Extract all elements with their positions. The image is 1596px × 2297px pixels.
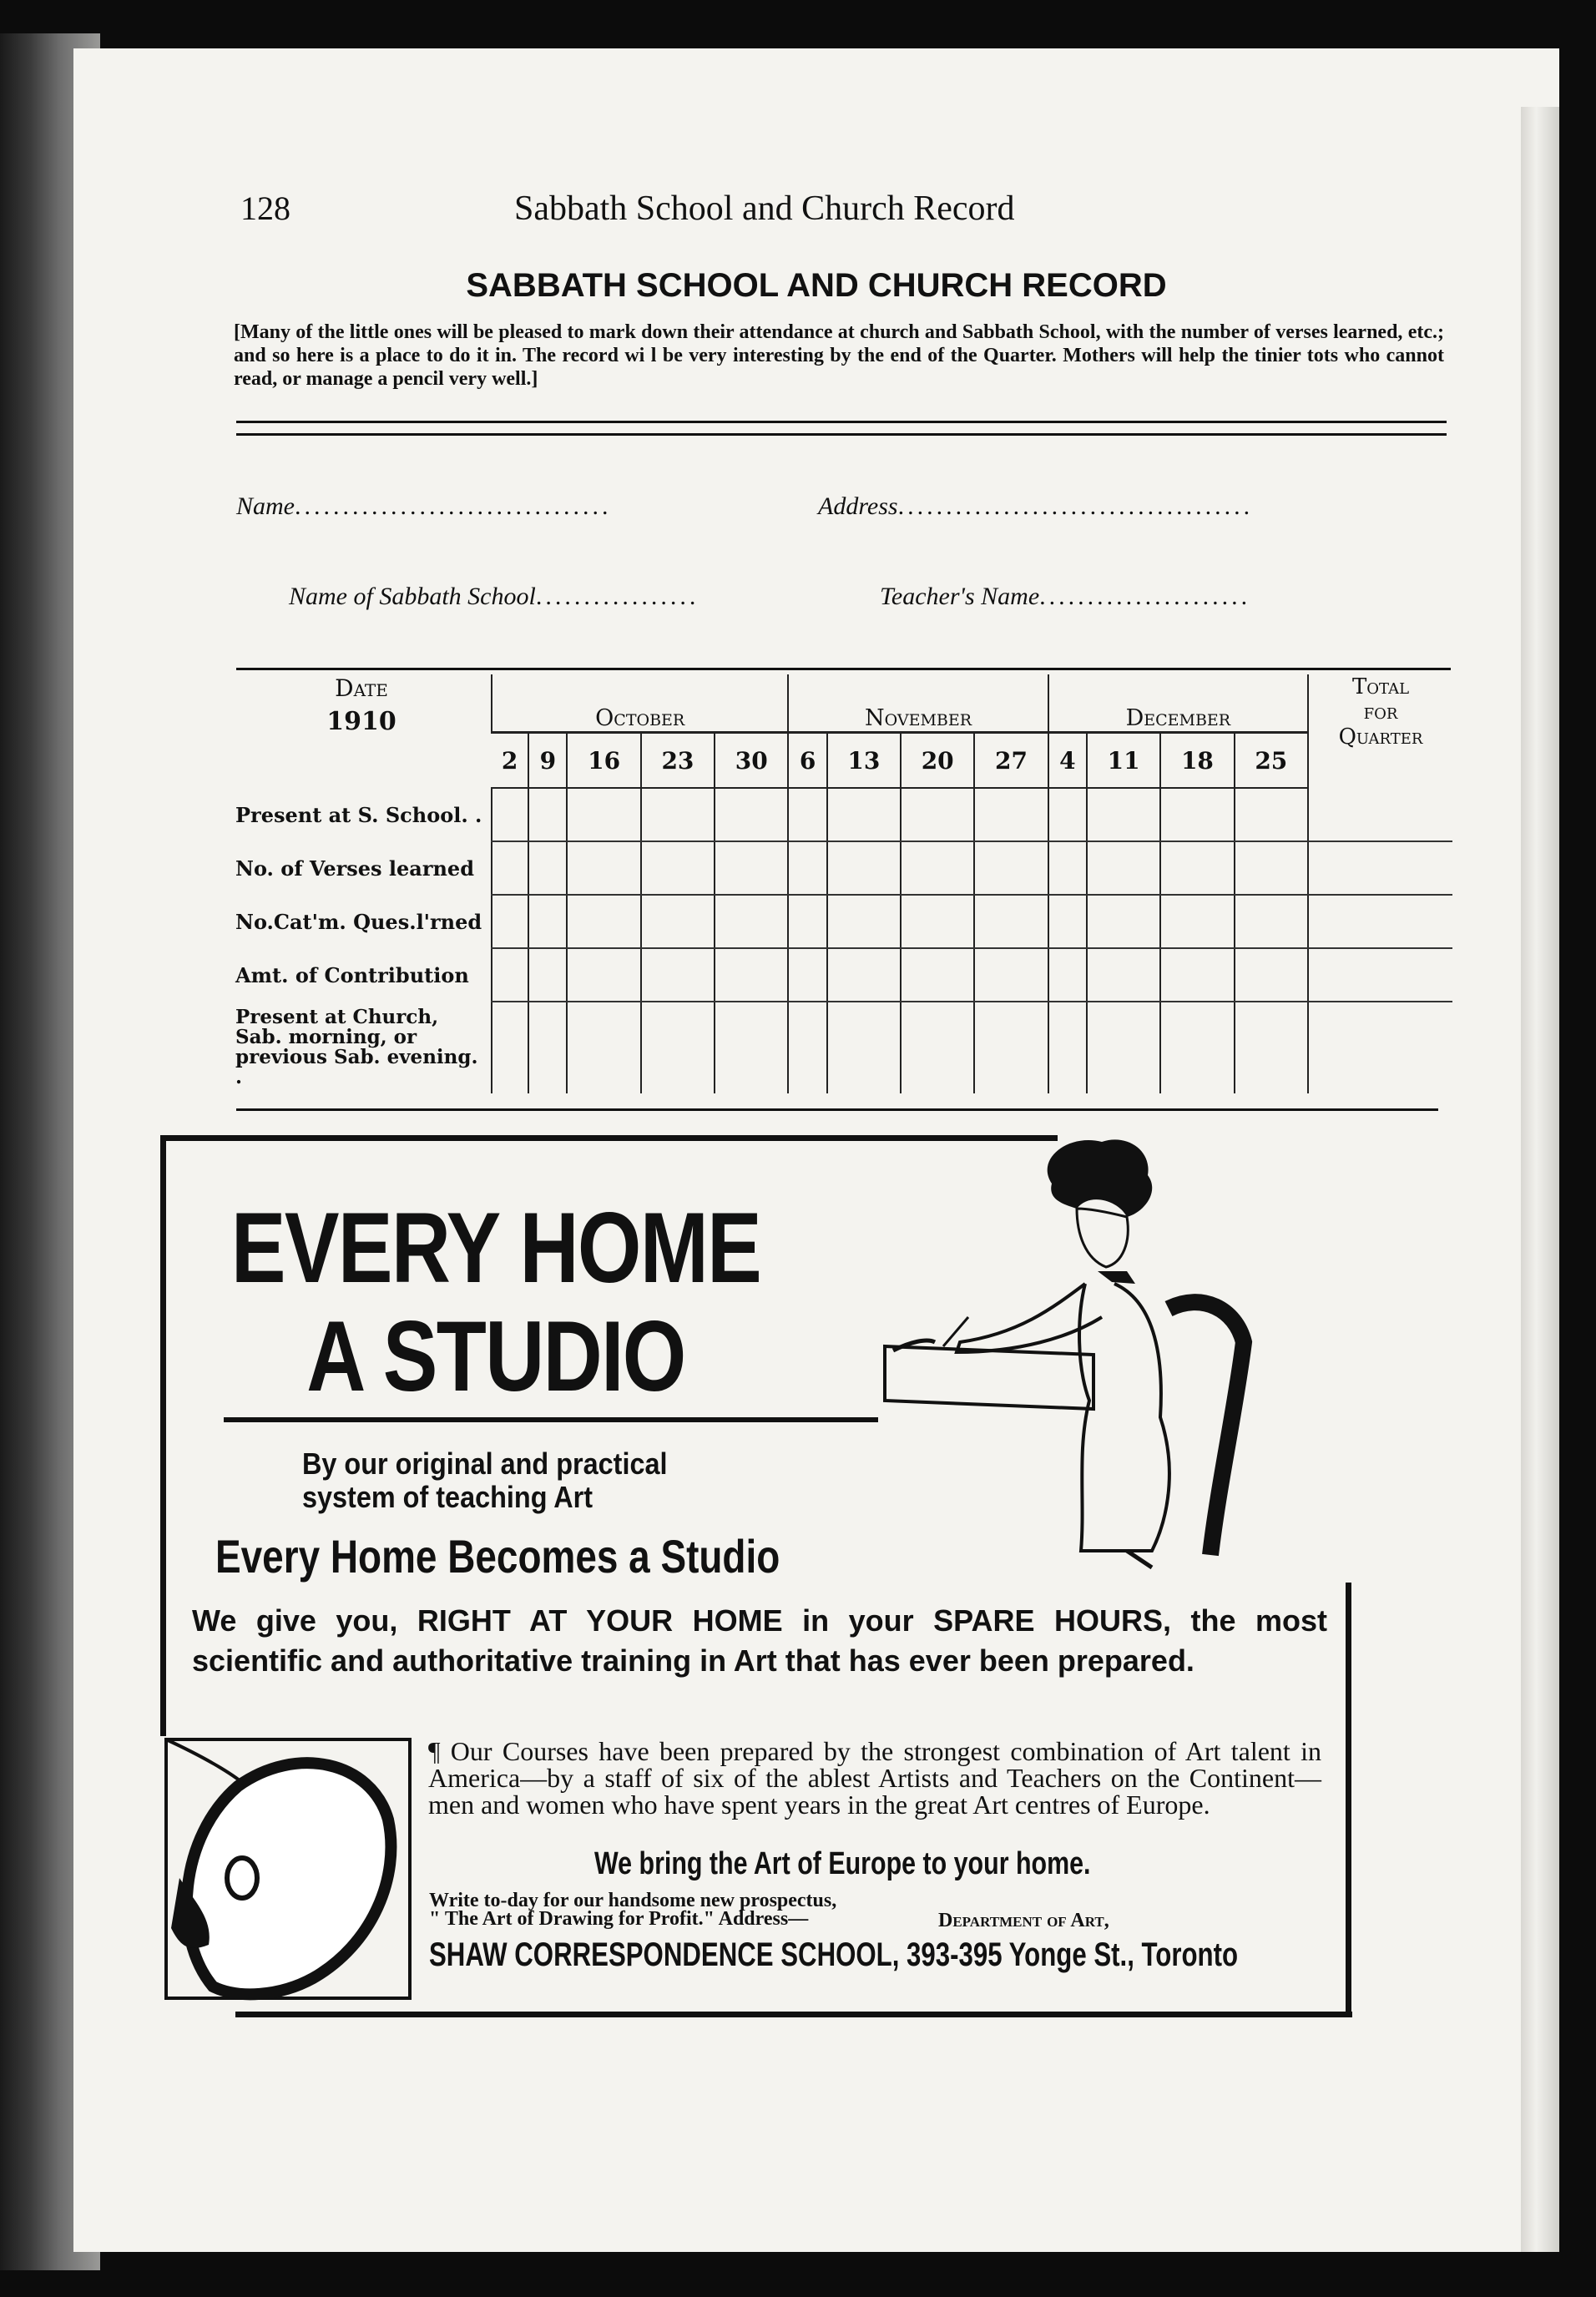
entry-cell[interactable] — [974, 1002, 1048, 1093]
entry-cell[interactable] — [1160, 948, 1234, 1002]
row-label: Amt. of Contribution — [235, 962, 469, 987]
month-december: December — [1048, 674, 1308, 733]
table-row — [232, 1002, 1452, 1093]
ad-subhead — [302, 1447, 667, 1514]
entry-cell[interactable] — [1160, 788, 1234, 841]
ad-school-address: SHAW CORRESPONDENCE SCHOOL, 393-395 Yonge St., Toronto — [429, 1936, 1239, 1973]
attendance-table — [232, 674, 1452, 1093]
ad-courses-text: ¶ Our Courses have been prepared by the strongest combination of Art talent in America—by a staff of six of the ablest Artists and Teachers on the Continent—men and women who have spent years in the great Art centres of Europe. — [428, 1736, 1321, 1820]
total-cell[interactable] — [1308, 895, 1452, 948]
entry-cell[interactable] — [1235, 1002, 1308, 1093]
entry-cell[interactable] — [788, 841, 826, 895]
total-cell[interactable] — [1308, 1002, 1452, 1093]
ad-subhead-big: Every Home Becomes a Studio — [215, 1530, 780, 1583]
day-header: 27 — [974, 733, 1048, 789]
table-bottom-rule — [236, 1108, 1438, 1111]
entry-cell[interactable] — [788, 895, 826, 948]
table-row — [232, 788, 1452, 841]
entry-cell[interactable] — [641, 948, 715, 1002]
total-cell[interactable] — [1308, 948, 1452, 1002]
entry-cell[interactable] — [901, 948, 974, 1002]
entry-cell[interactable] — [1235, 841, 1308, 895]
day-header: 9 — [528, 733, 567, 789]
ad-write-today — [429, 1891, 836, 1928]
total-header — [1308, 674, 1452, 788]
entry-cell[interactable] — [715, 948, 788, 1002]
entry-cell[interactable] — [1087, 895, 1160, 948]
entry-cell[interactable] — [1160, 1002, 1234, 1093]
day-header: 25 — [1235, 733, 1308, 789]
total-label: Total — [1351, 674, 1410, 699]
entry-cell[interactable] — [492, 895, 528, 948]
entry-cell[interactable] — [974, 788, 1048, 841]
ad-department: Department of Art, — [938, 1910, 1109, 1931]
entry-cell[interactable] — [827, 895, 901, 948]
entry-cell[interactable] — [901, 788, 974, 841]
entry-cell[interactable] — [641, 1002, 715, 1093]
for-label: for — [1363, 699, 1398, 724]
entry-cell[interactable] — [1048, 788, 1087, 841]
entry-cell[interactable] — [567, 948, 640, 1002]
teacher-name-label: Teacher's Name — [880, 583, 1040, 610]
entry-cell[interactable] — [827, 1002, 901, 1093]
table-row — [232, 948, 1452, 1002]
intro-text: [Many of the little ones will be pleased to mark down their attendance at church and Sabbath School, with the number of verses learned, etc.; and so here is a place to do it in. The record wi l be very interesting by the end of the Quarter. Mothers will help the tinier tots who cannot read, or manage a pencil very well.] — [234, 321, 1444, 390]
day-header: 20 — [901, 733, 974, 789]
entry-cell[interactable] — [528, 948, 567, 1002]
page — [73, 48, 1559, 2252]
entry-cell[interactable] — [715, 788, 788, 841]
row-label: No. of Verses learned — [235, 856, 474, 881]
entry-cell[interactable] — [492, 841, 528, 895]
entry-cell[interactable] — [974, 895, 1048, 948]
entry-cell[interactable] — [1048, 1002, 1087, 1093]
entry-cell[interactable] — [1235, 788, 1308, 841]
entry-cell[interactable] — [567, 788, 640, 841]
entry-cell[interactable] — [974, 841, 1048, 895]
entry-cell[interactable] — [1087, 841, 1160, 895]
address-field[interactable]: Address..................................... — [818, 492, 1254, 520]
entry-cell[interactable] — [788, 788, 826, 841]
entry-cell[interactable] — [827, 841, 901, 895]
entry-cell[interactable] — [1048, 895, 1087, 948]
page-edge — [1521, 107, 1559, 2252]
table-top-rule — [236, 668, 1451, 670]
subhead-line1: By our original and practical — [302, 1446, 668, 1481]
entry-cell[interactable] — [492, 788, 528, 841]
entry-cell[interactable] — [567, 841, 640, 895]
entry-cell[interactable] — [641, 788, 715, 841]
address-label: Address — [818, 492, 898, 520]
headline-rule — [224, 1417, 878, 1422]
school-name-field[interactable]: Name of Sabbath School................. — [289, 583, 700, 610]
ad-border-right — [1346, 1583, 1351, 2017]
entry-cell[interactable] — [492, 948, 528, 1002]
entry-cell[interactable] — [827, 788, 901, 841]
school-name-label: Name of Sabbath School — [289, 583, 536, 610]
woman-drawing-illustration — [876, 1133, 1361, 1584]
entry-cell[interactable] — [715, 1002, 788, 1093]
entry-cell[interactable] — [901, 895, 974, 948]
row-label: Present at S. School. . — [235, 802, 482, 827]
entry-cell[interactable] — [641, 895, 715, 948]
entry-cell[interactable] — [1048, 841, 1087, 895]
day-header: 30 — [715, 733, 788, 789]
entry-cell[interactable] — [1048, 948, 1087, 1002]
entry-cell[interactable] — [1087, 1002, 1160, 1093]
entry-cell[interactable] — [901, 1002, 974, 1093]
month-november: November — [788, 674, 1048, 733]
entry-cell[interactable] — [1160, 895, 1234, 948]
day-header: 23 — [641, 733, 715, 789]
entry-cell[interactable] — [1235, 895, 1308, 948]
quarter-label: Quarter — [1338, 724, 1423, 750]
write-line1: Write to-day for our handsome new prospectus, — [429, 1890, 837, 1911]
date-header — [232, 674, 492, 788]
entry-cell[interactable] — [528, 1002, 567, 1093]
name-field[interactable]: Name................................. — [236, 492, 612, 520]
entry-cell[interactable] — [827, 948, 901, 1002]
table-row — [232, 841, 1452, 895]
running-title: Sabbath School and Church Record — [514, 189, 1015, 228]
entry-cell[interactable] — [1087, 788, 1160, 841]
entry-cell[interactable] — [567, 895, 640, 948]
row-label: Present at Church, Sab. morning, or previous Sab. evening. . — [235, 1006, 478, 1088]
total-cell[interactable] — [1308, 841, 1452, 895]
day-header: 16 — [567, 733, 640, 789]
day-header: 6 — [788, 733, 826, 789]
ad-border-bottom — [235, 2012, 1352, 2017]
write-line2: " The Art of Drawing for Profit." Address— — [429, 1908, 809, 1930]
day-header: 18 — [1160, 733, 1234, 789]
page-number: 128 — [240, 189, 290, 227]
date-label: Date — [335, 674, 388, 702]
ad-tagline: We bring the Art of Europe to your home. — [594, 1846, 1091, 1881]
entry-cell[interactable] — [715, 895, 788, 948]
double-rule — [236, 421, 1447, 436]
day-header: 11 — [1087, 733, 1160, 789]
entry-cell[interactable] — [567, 1002, 640, 1093]
section-title: SABBATH SCHOOL AND CHURCH RECORD — [466, 267, 1167, 304]
day-header: 4 — [1048, 733, 1087, 789]
entry-cell[interactable] — [528, 895, 567, 948]
name-label: Name — [236, 492, 295, 520]
headline-line2: A STUDIO — [306, 1300, 685, 1412]
headline-line1: EVERY HOME — [230, 1192, 761, 1304]
entry-cell[interactable] — [528, 841, 567, 895]
entry-cell[interactable] — [901, 841, 974, 895]
ad-pitch: We give you, RIGHT AT YOUR HOME in your SPARE HOURS, the most scientific and authoritative training in Art that has ever been prepared. — [192, 1603, 1327, 1678]
table-row — [232, 895, 1452, 948]
day-header: 2 — [492, 733, 528, 789]
entry-cell[interactable] — [492, 1002, 528, 1093]
row-label: No.Cat'm. Ques.l'rned — [235, 909, 482, 934]
entry-cell[interactable] — [788, 1002, 826, 1093]
entry-cell[interactable] — [1087, 948, 1160, 1002]
entry-cell[interactable] — [974, 948, 1048, 1002]
entry-cell[interactable] — [788, 948, 826, 1002]
entry-cell[interactable] — [528, 788, 567, 841]
palette-icon — [163, 1736, 413, 2002]
year-label: 1910 — [326, 707, 396, 736]
month-october: October — [492, 674, 788, 733]
ad-headline — [222, 1194, 770, 1411]
subhead-line2: system of teaching Art — [302, 1480, 593, 1514]
entry-cell[interactable] — [1160, 841, 1234, 895]
ad-border-left — [160, 1135, 166, 1736]
teacher-name-field[interactable]: Teacher's Name...................... — [880, 583, 1251, 610]
entry-cell[interactable] — [641, 841, 715, 895]
entry-cell[interactable] — [715, 841, 788, 895]
day-header: 13 — [827, 733, 901, 789]
entry-cell[interactable] — [1235, 948, 1308, 1002]
total-cell[interactable] — [1308, 788, 1452, 841]
